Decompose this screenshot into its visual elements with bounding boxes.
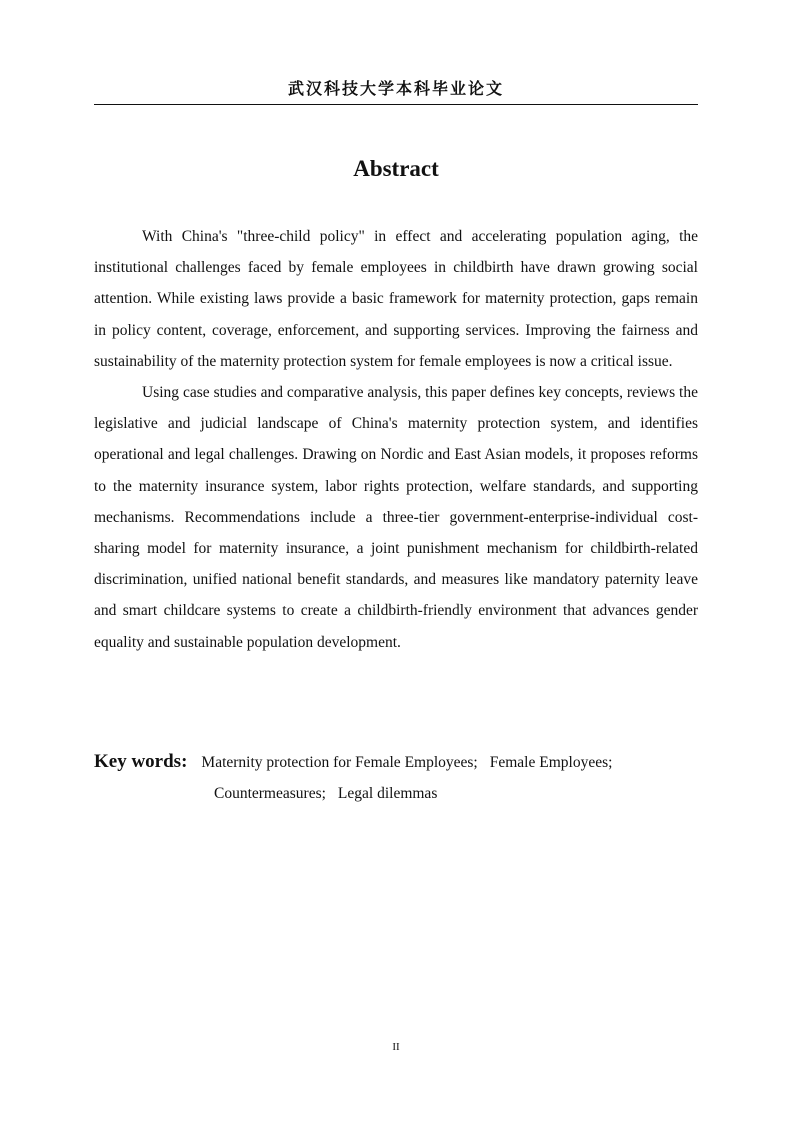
keywords-line-1 <box>94 746 698 778</box>
abstract-paragraph-2: Using case studies and comparative analysis, this paper defines key concepts, reviews the legislative and judicial landscape of China's maternity protection system, and identifies operational and legal challenges. Drawing on Nordic and East Asian models, it proposes reforms to the maternity insurance system, labor rights protection, welfare standards, and supporting mechanisms. Recommendations include a three-tier government-enterprise-individual cost-sharing model for maternity insurance, a joint punishment mechanism for childbirth-related discrimination, unified national benefit standards, and measures like mandatory paternity leave and smart childcare systems to create a childbirth-friendly environment that advances gender equality and sustainable population development. <box>94 384 698 651</box>
page-number: II <box>392 1041 400 1053</box>
header-divider <box>94 104 698 105</box>
keywords-section <box>94 746 698 809</box>
keywords-line-2 <box>94 778 698 809</box>
keyword-item: Countermeasures; <box>214 785 326 802</box>
keyword-item: Female Employees; <box>489 754 613 771</box>
abstract-heading: Abstract <box>353 156 439 181</box>
keyword-item: Maternity protection for Female Employees; <box>201 754 478 771</box>
abstract-paragraph-1: With China's "three-child policy" in effect and accelerating population aging, the institutional challenges faced by female employees in childbirth have drawn growing social attention. While existing laws provide a basic framework for maternity protection, gaps remain in policy content, coverage, enforcement, and supporting services. Improving the fairness and sustainability of the maternity protection system for female employees is now a critical issue. <box>94 228 698 370</box>
keywords-label: Key words: <box>94 751 188 772</box>
abstract-body <box>94 221 698 658</box>
keyword-item: Legal dilemmas <box>337 785 438 802</box>
running-header: 武汉科技大学本科毕业论文 <box>287 79 504 98</box>
